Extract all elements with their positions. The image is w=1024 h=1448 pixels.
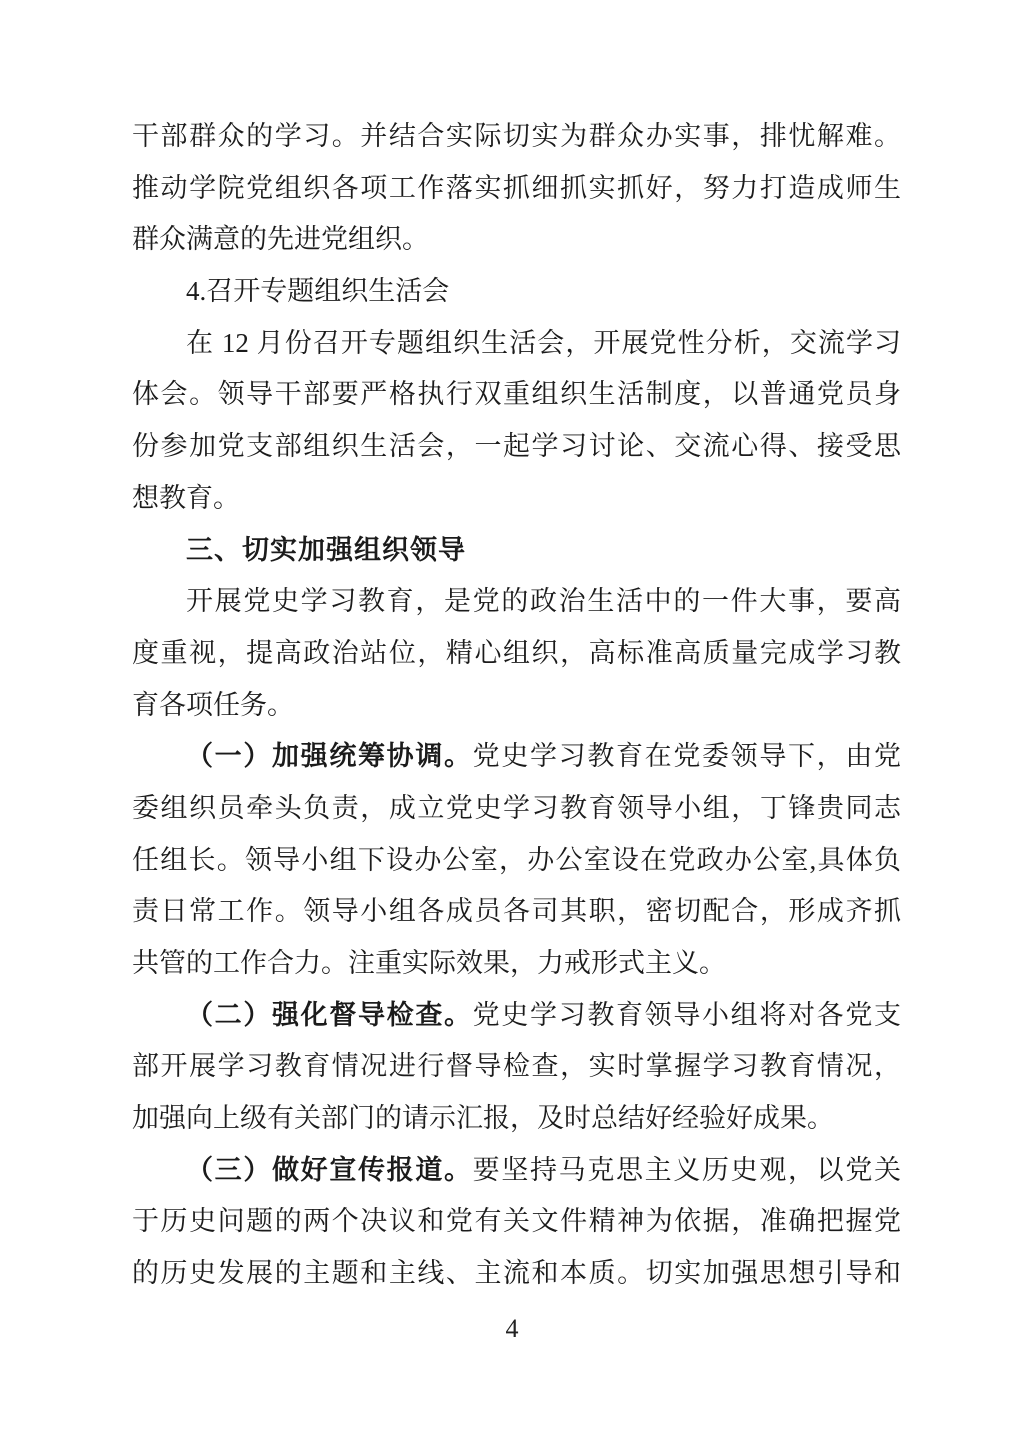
text-line: 加强向上级有关部门的请示汇报，及时总结好经验好成果。	[132, 1103, 834, 1134]
subsection-text: 要坚持马克思主义历史观，以党关	[472, 1154, 902, 1185]
subsection-title: （一）加强统筹协调。	[186, 741, 473, 772]
text-line: 的历史发展的主题和主线、主流和本质。切实加强思想引导和	[132, 1258, 901, 1289]
text-line: 共管的工作合力。注重实际效果，力戒形式主义。	[132, 948, 726, 978]
text-line: 推动学院党组织各项工作落实抓细抓实抓好，努力打造成师生	[132, 172, 901, 203]
text-line: 在 12 月份召开专题组织生活会，开展党性分析，交流学习	[186, 327, 901, 358]
subsection-text: 党史学习教育在党委领导下，由党	[472, 741, 902, 772]
numbered-subheading: 4.召开专题组织生活会	[186, 276, 450, 307]
section-heading: 三、切实加强组织领导	[186, 534, 466, 565]
text-line: 度重视，提高政治站位，精心组织，高标准高质量完成学习教	[132, 637, 901, 668]
text-line: 份参加党支部组织生活会，一起学习讨论、交流心得、接受思	[132, 431, 901, 462]
subsection-title: （三）做好宣传报道。	[186, 1154, 473, 1185]
text-line: 任组长。领导小组下设办公室，办公室设在党政办公室,具体负	[132, 844, 901, 875]
text-line: 责日常工作。领导小组各成员各司其职，密切配合，形成齐抓	[132, 896, 901, 927]
text-line: 委组织员牵头负责，成立党史学习教育领导小组，丁锋贵同志	[132, 792, 901, 823]
subsection-title: （二）强化督导检查。	[186, 999, 473, 1030]
text-line: 干部群众的学习。并结合实际切实为群众办实事，排忧解难。	[132, 121, 901, 151]
text-line: 部开展学习教育情况进行督导检查，实时掌握学习教育情况，	[132, 1051, 901, 1082]
text-line: 育各项任务。	[132, 689, 294, 720]
text-line: 于历史问题的两个决议和党有关文件精神为依据，准确把握党	[132, 1206, 901, 1237]
document-body	[132, 111, 901, 1300]
subsection-text: 党史学习教育领导小组将对各党支	[472, 999, 902, 1030]
text-line: 群众满意的先进党组织。	[132, 224, 429, 255]
subsection-line	[132, 1145, 901, 1197]
text-line: 体会。领导干部要严格执行双重组织生活制度，以普通党员身	[132, 379, 901, 410]
subsection-line	[132, 731, 901, 783]
page-number: 4	[505, 1314, 519, 1343]
text-line: 想教育。	[132, 482, 240, 513]
text-line: 开展党史学习教育，是党的政治生活中的一件大事，要高	[186, 586, 901, 617]
subsection-line	[132, 990, 901, 1042]
